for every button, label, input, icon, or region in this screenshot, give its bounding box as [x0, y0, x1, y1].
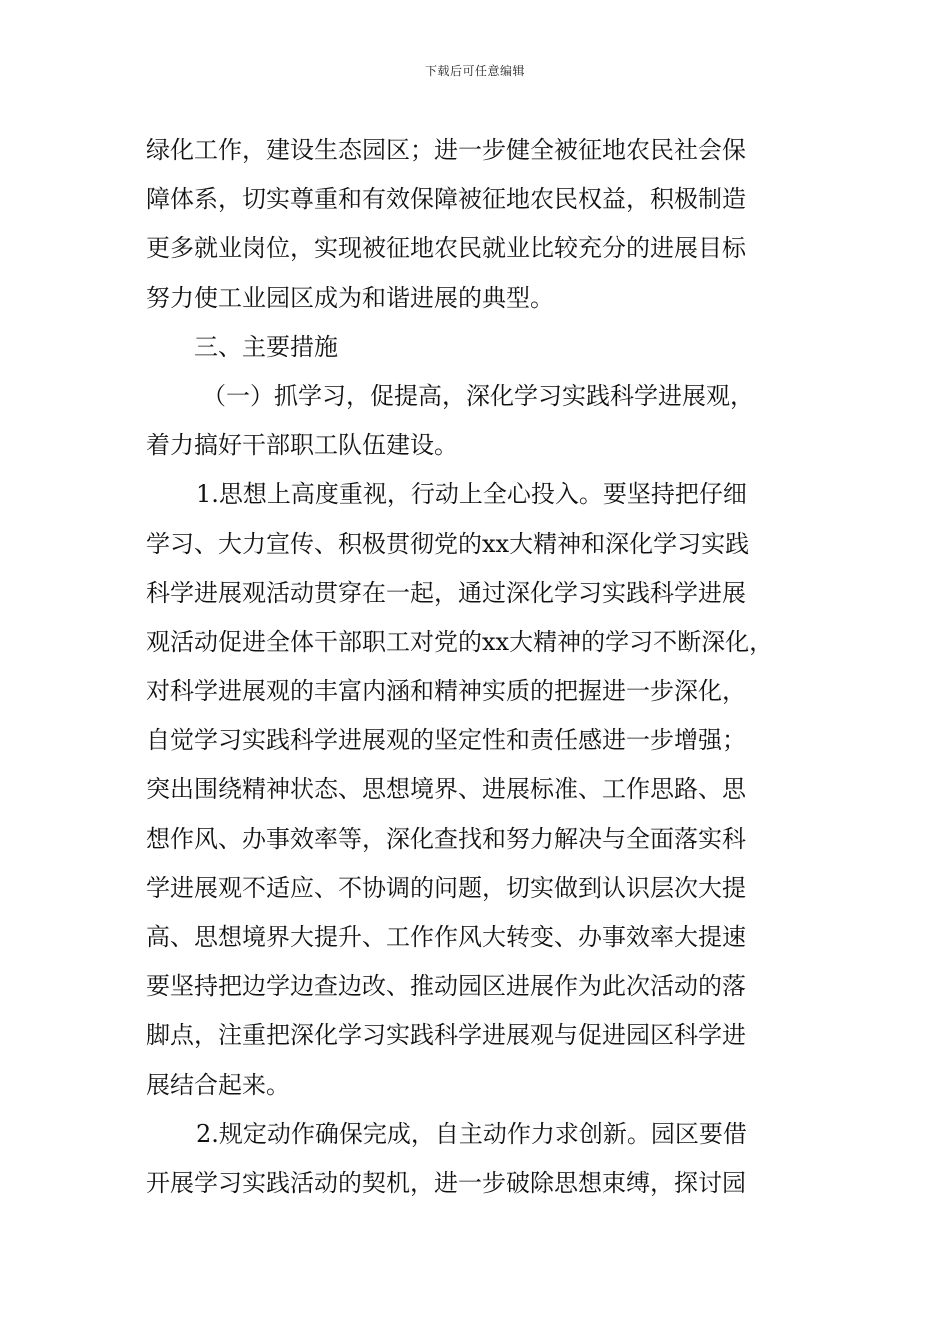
document-body — [146, 126, 826, 1208]
page-header: 下载后可任意编辑 — [424, 64, 525, 78]
body-line: 学习、大力宣传、积极贯彻党的xx大精神和深化学习实践 — [146, 529, 750, 558]
body-line: 绿化工作，建设生态园区；进一步健全被征地农民社会保 — [146, 136, 746, 164]
body-line: 突出围绕精神状态、思想境界、进展标准、工作思路、思 — [146, 775, 746, 804]
body-line: 观活动促进全体干部职工对党的xx大精神的学习不断深化， — [146, 627, 774, 656]
body-line: 脚点，注重把深化学习实践科学进展观与促进园区科学进 — [146, 1021, 746, 1050]
body-line: 学进展观不适应、不协调的问题，切实做到认识层次大提 — [146, 873, 746, 902]
subsection-heading: （一）抓学习，促提高，深化学习实践科学进展观， — [202, 381, 754, 410]
body-line: 想作风、办事效率等，深化查找和努力解决与全面落实科 — [146, 824, 746, 853]
body-line: 开展学习实践活动的契机，进一步破除思想束缚，探讨园 — [146, 1168, 746, 1197]
body-line: 2.规定动作确保完成，自主动作力求创新。园区要借 — [196, 1119, 747, 1148]
body-line: 高、思想境界大提升、工作作风大转变、办事效率大提速 — [146, 923, 746, 951]
body-line: 1.思想上高度重视，行动上全心投入。要坚持把仔细 — [196, 480, 747, 509]
section-heading: 三、主要措施 — [194, 332, 338, 361]
body-line: 对科学进展观的丰富内涵和精神实质的把握进一步深化， — [146, 677, 746, 706]
body-line: 努力使工业园区成为和谐进展的典型。 — [146, 283, 554, 312]
body-line: 要坚持把边学边查边改、推动园区进展作为此次活动的落 — [146, 972, 746, 1001]
body-line: 科学进展观活动贯穿在一起，通过深化学习实践科学进展 — [146, 578, 746, 607]
body-line: 展结合起来。 — [146, 1070, 290, 1099]
body-line: 更多就业岗位，实现被征地农民就业比较充分的进展目标 — [146, 234, 746, 263]
body-line: 自觉学习实践科学进展观的坚定性和责任感进一步增强； — [146, 726, 746, 755]
subsection-heading-cont: 着力搞好干部职工队伍建设。 — [146, 431, 458, 460]
body-line: 障体系，切实尊重和有效保障被征地农民权益，积极制造 — [146, 185, 746, 214]
